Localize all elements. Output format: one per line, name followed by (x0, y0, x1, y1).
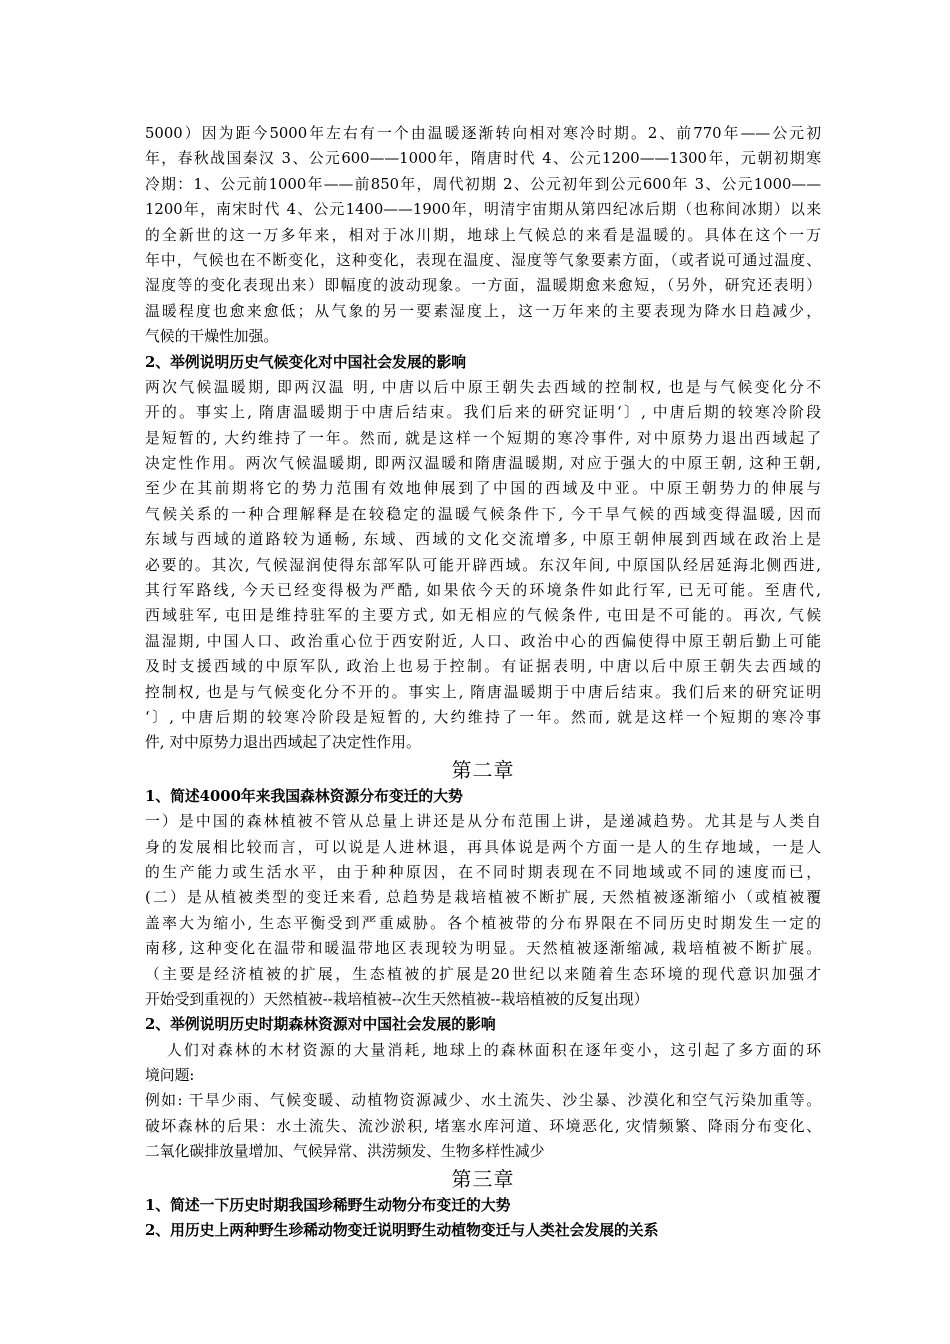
text-line: （主要是经济植被的扩展，生态植被的扩展是20世纪以来随着生态环境的现代意识加强才 (145, 965, 821, 983)
text-line: 件, 对中原势力退出西域起了决定性作用。 (145, 734, 421, 752)
text-line: ‘〕, 中唐后期的较寒冷阶段是短暂的, 大约维持了一年。然而, 就是这样一个短期的寒冷事 (145, 708, 821, 726)
text-line: 决定性作用。两次气候温暖期, 即两汉温暖和隋唐温暖期, 对应于强大的中原王朝, 这种王朝, (145, 455, 821, 473)
text-line: 盖率大为缩小, 生态平衡受到严重威胁。各个植被带的分布界限在不同历史时期发生一定的 (145, 914, 821, 932)
climate-periods-paragraph (145, 121, 821, 350)
text-line: 开始受到重视的）天然植被--栽培植被--次生天然植被--栽培植被的反复出现） (145, 990, 649, 1008)
text-line: 及时支援西域的中原军队, 政治上也易于控制。有证据表明, 中唐以后中原王朝失去西域的 (145, 658, 821, 676)
text-line: 气候的干燥性加强。 (145, 328, 279, 346)
question-heading: 2、用历史上两种野生珍稀动物变迁说明野生动植物变迁与人类社会发展的关系 (145, 1222, 659, 1240)
climate-impact-paragraph (145, 375, 821, 756)
text-line: (二）是从植被类型的变迁来看, 总趋势是栽培植被不断扩展, 天然植被逐渐缩小（或植被覆 (145, 889, 821, 907)
text-line: 南移, 这种变化在温带和暖温带地区表现较为明显。天然植被逐渐缩减, 栽培植被不断扩展。 (145, 940, 821, 958)
text-line: 冷期：1、公元前1000年——前850年，周代初期 2、公元初年到公元600年 3、公元1000—— (145, 175, 821, 193)
text-line: 5000）因为距今5000年左右有一个由温暖逐渐转向相对寒冷时期。2、前770年——公元初 (145, 125, 821, 142)
question-heading: 1、简述一下历史时期我国珍稀野生动物分布变迁的大势 (145, 1196, 511, 1214)
question-heading: 2、举例说明历史气候变化对中国社会发展的影响 (145, 353, 467, 371)
document-body (145, 121, 821, 1243)
question-heading: 2、举例说明历史时期森林资源对中国社会发展的影响 (145, 1016, 496, 1034)
text-line: 的生产能力或生活水平，由于种种原因，在不同时期表现在不同地域或不同的速度而已， (145, 863, 821, 881)
text-line: 破坏森林的后果：水土流失、流沙淤积, 堵塞水库河道、环境恶化, 灾情频繁、降雨分布变化、 (145, 1117, 821, 1135)
text-line: 例如: 干旱少雨、气候变暖、动植物资源减少、水土流失、沙尘暴、沙漠化和空气污染加重等。 (145, 1092, 821, 1110)
text-line: 其行军路线, 今天已经变得极为严酷, 如果依今天的环境条件如此行军, 已无可能。至唐代, (145, 582, 821, 600)
text-line: 至少在其前期将它的势力范围有效地伸展到了中国的西域及中亚。中原王朝势力的伸展与 (145, 480, 821, 498)
question-heading: 1、简述4000年来我国森林资源分布变迁的大势 (145, 787, 463, 805)
text-line: 身的发展相比较而言，可以说是人进林退，再具体说是两个方面一是人的生存地域，一是人 (145, 838, 821, 856)
text-line: 一）是中国的森林植被不管从总量上讲还是从分布范围上讲，是递减趋势。尤其是与人类自 (145, 813, 821, 831)
chapter-title: 第二章 (451, 757, 515, 782)
text-line: 控制权, 也是与气候变化分不开的。事实上, 隋唐温暖期于中唐后结束。我们后来的研究证明 (145, 683, 821, 701)
text-line: 境问题: (145, 1067, 195, 1085)
text-line: 东域与西域的道路较为通畅, 东域、西域的文化交流增多, 中原王朝伸展到西域在政治上是 (145, 531, 821, 549)
forest-impact-paragraph (145, 1038, 821, 1165)
text-line: 温湿期, 中国人口、政治重心位于西安附近, 人口、政治中心的西偏使得中原王朝后勤上可能 (145, 632, 821, 650)
text-line: 必要的。其次, 气候湿润使得东部军队可能开辟西域。东汉年间, 中原国队经居延海北侧西进, (145, 556, 821, 574)
text-line: 开的。事实上, 隋唐温暖期于中唐后结束。我们后来的研究证明‘〕, 中唐后期的较寒冷阶段 (145, 404, 821, 422)
text-line: 湿度等的变化表现出来）即幅度的波动现象。一方面，温暖期愈来愈短，（另外，研究还表明） (145, 277, 821, 295)
forest-trend-paragraph (145, 809, 821, 1012)
text-line: 是短暂的, 大约维持了一年。然而, 就是这样一个短期的寒冷事件, 对中原势力退出西域起了 (145, 429, 821, 447)
text-line: 气候关系的一种合理解释是在较稳定的温暖气候条件下, 今干旱气候的西域变得温暖, 因而 (145, 505, 821, 523)
text-line: 年中，气候也在不断变化，这种变化，表现在温度、湿度等气象要素方面，（或者说可通过温度、 (145, 251, 821, 269)
text-line: 温暖程度也愈来愈低；从气象的另一要素湿度上，这一万年来的主要表现为降水日趋减少， (145, 302, 821, 320)
text-line: 西域驻军, 屯田是维持驻军的主要方式, 如无相应的气候条件, 屯田是不可能的。再次, 气候 (145, 607, 821, 625)
text-line: 二氧化碳排放量增加、气候异常、洪涝频发、生物多样性减少 (145, 1143, 545, 1161)
text-line: 的全新世的这一万多年来，相对于冰川期，地球上气候总的来看是温暖的。具体在这个一万 (145, 226, 821, 244)
chapter-title: 第三章 (451, 1166, 515, 1191)
text-line: 1200年，南宋时代 4、公元1400——1900年，明清宇宙期从第四纪冰后期（也称间冰期）以来 (145, 201, 821, 219)
text-line: 人们对森林的木材资源的大量消耗, 地球上的森林面积在逐年变小，这引起了多方面的环 (167, 1041, 821, 1059)
text-line: 两次气候温暖期, 即两汉温 明, 中唐以后中原王朝失去西域的控制权, 也是与气候变化分不 (145, 378, 821, 396)
text-line: 年，春秋战国秦汉 3、公元600——1000年，隋唐时代 4、公元1200——1300年，元朝初期寒 (145, 150, 821, 168)
